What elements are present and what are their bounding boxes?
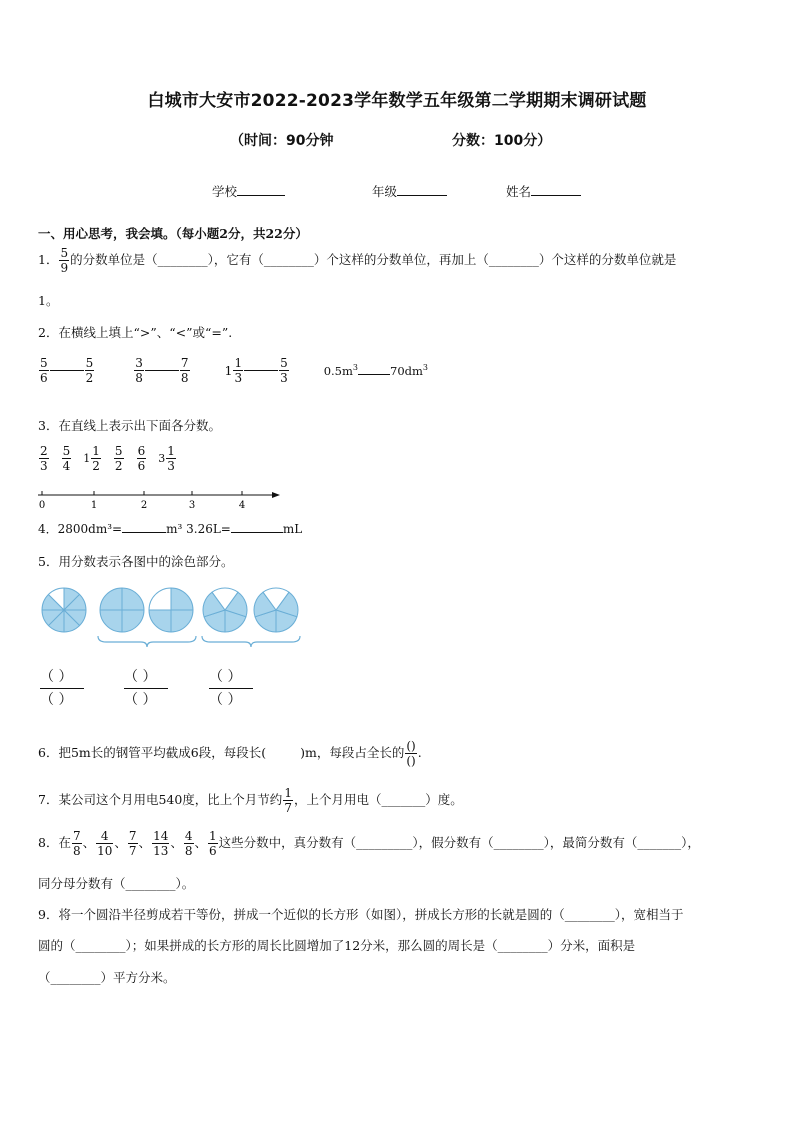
q2-item-4: $0.5m^3$ $70dm^3$ [323,363,428,378]
school-field: 学校 [212,182,285,200]
pie-slice [149,588,171,610]
section-heading: 一、用心思考，我会填。（每小题2分，共22分） [38,226,308,241]
question-2: 2．在横线上填上“>”、“<”或“=”. [38,325,233,340]
exam-score: 分数：100分） [452,133,552,149]
q2-blank-2[interactable] [145,370,179,371]
q1-fraction: $\frac{5}{9}$ [60,246,69,275]
q2-blank-4[interactable] [358,374,390,375]
question-9: 9．将一个圆沿半径剪成若干等份，拼成一个近似的长方形（如图），拼成长方形的长就是圆的（________），宽相当于 [38,907,684,922]
question-8-cont: 同分母分数有（________）。 [38,876,195,891]
number-line-tick-label: 2 [140,500,148,511]
name-field: 姓名 [506,182,581,200]
pie-slice [171,610,193,632]
question-9-line-2: 圆的（________）；如果拼成的长方形的周长比圆增加了12分米，那么圆的周长是（________）分米，面积是 [38,938,636,953]
number-line-tick-label: 3 [188,500,196,511]
q2-item-3: 1 $\frac{1}{3}$ $\frac{5}{3}$ [224,356,288,385]
pie-figure [100,588,144,632]
question-1-cont: 1。 [38,293,59,308]
q5-answer-2[interactable]: （ ） （ ） [124,666,168,711]
question-4: 4．2800dm³= m³ 3.26L= mL [38,522,303,536]
number-line-tick-label: 0 [38,500,46,511]
q2-item-1: $\frac{5}{6}$ $\frac{5}{2}$ [40,356,94,385]
q2-item-2: $\frac{3}{8}$ $\frac{7}{8}$ [135,356,189,385]
pie-slice [122,610,144,632]
number-line-arrow [272,492,280,498]
grade-blank[interactable] [397,195,447,196]
question-8: 8．在 $\frac{7}{8}$ 、 $\frac{4}{10}$ 、 $\frac{7}{7}$ 、 $\frac{14}{13}$ 、 $\frac{4}{8}$ 、 $\frac{1}{6}$ 这些分数中，真分数有（_________），假分数有（________），最简分数有（_______）， [38,829,700,858]
grade-field: 年级 [372,182,447,200]
number-line-tick-label: 1 [90,500,98,511]
page-title: 白城市大安市2022-2023学年数学五年级第二学期期末调研试题 [147,91,647,111]
question-1: 1． $\frac{5}{9}$ 的分数单位是（________），它有（________）个这样的分数单位，再加上（________）个这样的分数单位就是 [38,246,677,275]
q2-blank-1[interactable] [50,370,84,371]
pie-figures [40,584,310,650]
question-6: 6．把5m长的钢管平均截成6段，每段长( )m，每段占全长的 $\frac{()}{()}$ . [38,739,422,768]
pie-figure [203,588,247,632]
number-line-tick-label: 4 [238,500,246,511]
pie-slice [149,610,171,632]
group-brace [98,636,196,647]
pie-slice [100,610,122,632]
question-9-line-3: （________）平方分米。 [38,970,176,985]
pie-figure [42,588,86,632]
pie-figure [149,588,193,632]
question-7: 7．某公司这个月用电540度，比上个月节约 $\frac{1}{7}$ ，上个月用电（_______）度。 [38,786,463,815]
pie-slice [171,588,193,610]
question-3: 3．在直线上表示出下面各分数。 [38,418,221,433]
pie-slice [122,588,144,610]
exam-time: （时间：90分钟 [230,133,334,149]
q3-fractions: $\frac{2}{3}$ $\frac{5}{4}$ 1 $\frac{1}{2}$ $\frac{5}{2}$ $\frac{6}{6}$ 3 $\frac{1}{3}$ [40,444,175,473]
group-brace [202,636,300,647]
q4-blank-1[interactable] [122,532,166,533]
q2-comparisons [38,356,428,385]
school-blank[interactable] [237,195,285,196]
q5-answer-1[interactable]: （ ） （ ） [40,666,84,711]
name-blank[interactable] [531,195,581,196]
question-5: 5．用分数表示各图中的涂色部分。 [38,554,234,569]
q5-answer-3[interactable]: （ ） （ ） [209,666,253,711]
q2-blank-3[interactable] [244,370,278,371]
number-line [34,486,284,512]
pie-slice [100,588,122,610]
pie-figure [254,588,298,632]
q4-blank-2[interactable] [231,532,283,533]
